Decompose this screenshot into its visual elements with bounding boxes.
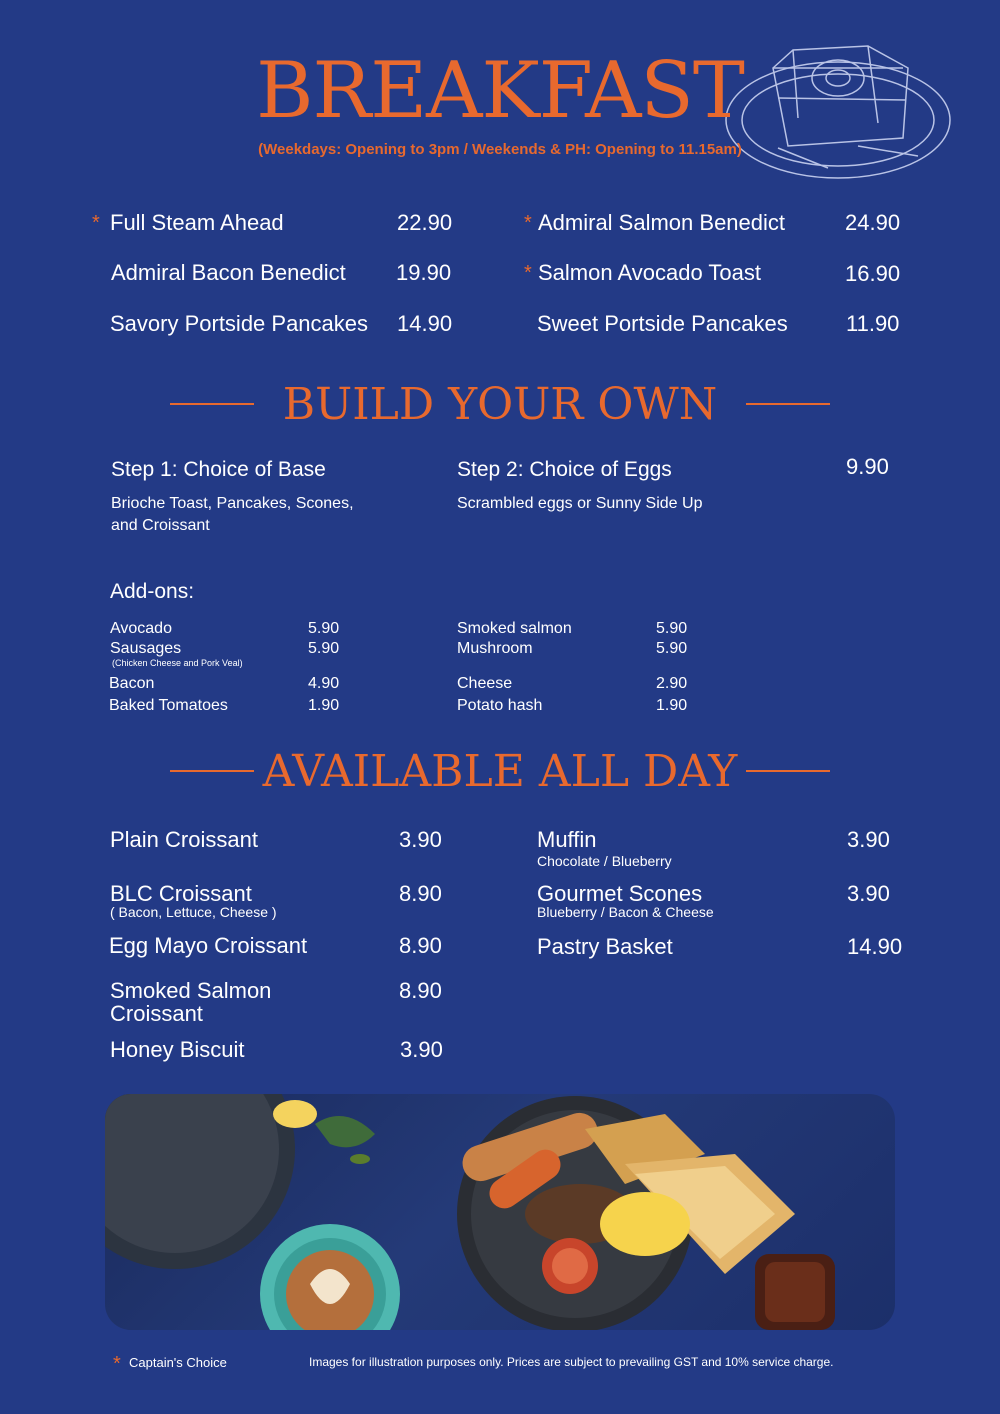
menu-item-name: Admiral Salmon Benedict [538,210,786,235]
menu-item-name: Admiral Bacon Benedict [111,260,346,285]
addon-price: 1.90 [308,697,340,714]
menu-item-price: 3.90 [400,1037,443,1062]
addon-price: 5.90 [308,640,340,657]
addon-price: 5.90 [656,640,688,657]
addon-price: 5.90 [656,620,688,637]
page-title: BREAKFAST [256,46,744,136]
menu-item-name: Egg Mayo Croissant [109,933,308,958]
addon-price: 5.90 [308,620,340,637]
menu-item-name: Honey Biscuit [110,1037,245,1062]
captains-choice-legend: Captain's Choice [129,1355,227,1370]
addon-name: Cheese [457,675,513,692]
menu-item-name: Sweet Portside Pancakes [537,311,788,336]
addon-name: Bacon [109,675,155,692]
menu-item-subtext: Chocolate / Blueberry [537,853,672,869]
addons-label: Add-ons: [110,580,195,603]
addon-name: Baked Tomatoes [109,697,228,714]
menu-item-price: 8.90 [399,881,442,906]
menu-item-name: Gourmet Scones [537,881,703,906]
menu-item-name-line2: Croissant [110,1001,203,1026]
menu-item-name: Muffin [537,827,597,852]
menu-item-name: Plain Croissant [110,827,258,852]
menu-item-price: 3.90 [399,827,442,852]
addon-note: (Chicken Cheese and Pork Veal) [112,658,243,668]
menu-item-name: Savory Portside Pancakes [110,311,369,336]
menu-item-price: 14.90 [397,311,453,336]
addon-price: 1.90 [656,697,688,714]
breakfast-photo [105,1094,895,1330]
step1-description: Brioche Toast, Pancakes, Scones, and Croissant [111,495,354,534]
menu-item-price: 8.90 [399,933,442,958]
addon-name: Potato hash [457,697,543,714]
menu-item-price: 24.90 [845,210,901,235]
breakfast-platter-icon [105,1094,895,1330]
captains-choice-star: * [524,262,532,284]
addon-price: 2.90 [656,675,688,692]
menu-item-price: 22.90 [397,210,453,235]
addon-name: Smoked salmon [457,620,572,637]
captains-choice-star: * [92,212,100,234]
menu-item-price: 16.90 [845,261,901,286]
section-title-build-your-own: BUILD YOUR OWN [282,379,718,430]
disclaimer: Images for illustration purposes only. Prices are subject to prevailing GST and 10% service charge. [309,1355,834,1369]
section-divider [746,770,830,772]
menu-item-price: 14.90 [847,934,903,959]
addon-name: Sausages [110,640,182,657]
addon-name: Mushroom [457,640,533,657]
step1-title: Step 1: Choice of Base [111,458,326,481]
step2-title: Step 2: Choice of Eggs [457,458,672,481]
section-divider [746,403,830,405]
menu-item-subtext: ( Bacon, Lettuce, Cheese ) [110,904,277,920]
menu-item-price: 19.90 [396,260,452,285]
addon-name: Avocado [110,620,172,637]
captains-choice-star: * [113,1353,121,1375]
build-your-own-price: 9.90 [846,454,889,479]
menu-item-price: 11.90 [846,311,900,336]
opening-hours: (Weekdays: Opening to 3pm / Weekends & PH: Opening to 11.15am) [258,141,742,158]
menu-item-name: Salmon Avocado Toast [538,260,762,285]
menu-item-name: Pastry Basket [537,934,673,959]
menu-item-price: 3.90 [847,881,890,906]
menu-item-name: Full Steam Ahead [110,210,284,235]
menu-item-price: 8.90 [399,978,442,1003]
menu-item-name: Smoked Salmon [110,978,272,1003]
addon-price: 4.90 [308,675,340,692]
menu-item-subtext: Blueberry / Bacon & Cheese [537,904,714,920]
captains-choice-star: * [524,212,532,234]
step2-description: Scrambled eggs or Sunny Side Up [457,495,703,512]
menu-item-price: 3.90 [847,827,890,852]
menu-item-name: BLC Croissant [110,881,252,906]
section-title-all-day: AVAILABLE ALL DAY [262,746,738,797]
